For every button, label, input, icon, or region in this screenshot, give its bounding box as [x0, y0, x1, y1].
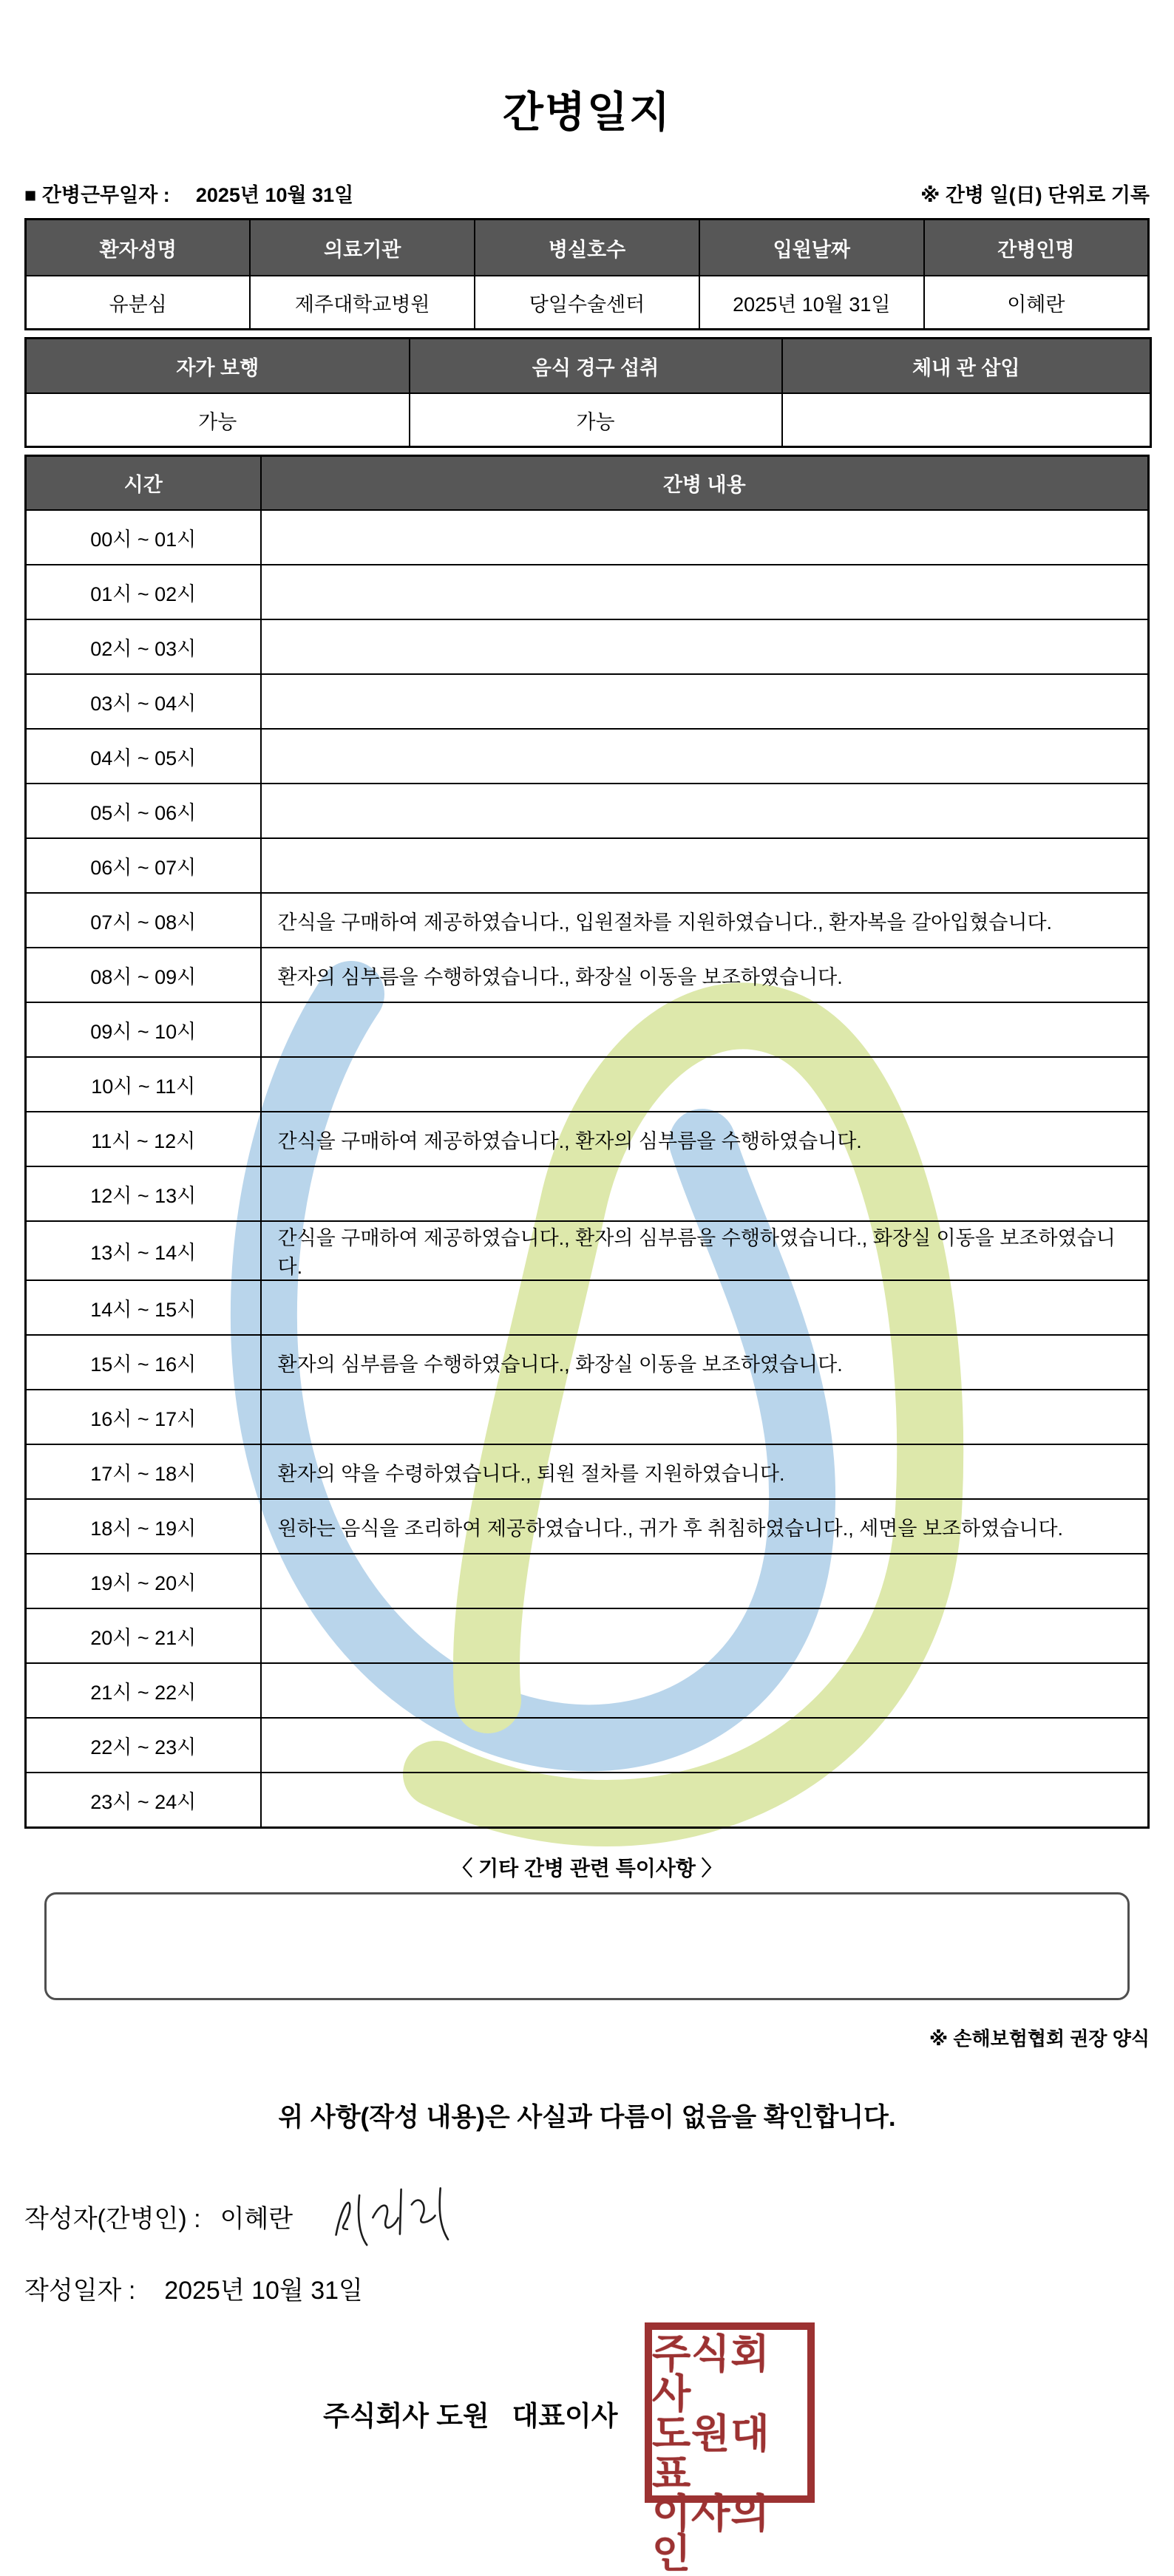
work-date-line — [24, 179, 353, 208]
written-date-line — [24, 2270, 1174, 2306]
oral-intake-value: 가능 — [410, 393, 782, 447]
time-cell: 10시 ~ 11시 — [26, 1057, 261, 1112]
patient-info-value-row — [26, 276, 1149, 330]
care-content-cell — [261, 729, 1149, 784]
time-log-row — [26, 510, 1149, 565]
page-title: 간병일지 — [502, 89, 672, 136]
status-header-row — [26, 339, 1151, 394]
time-log-row — [26, 784, 1149, 838]
time-log-row — [26, 1718, 1149, 1773]
col-header-patient-name: 환자성명 — [26, 220, 251, 276]
writer-line — [24, 2181, 1174, 2251]
written-date-label: 작성일자 : — [24, 2277, 136, 2305]
care-content-cell — [261, 619, 1149, 674]
care-content-cell — [261, 1718, 1149, 1773]
time-log-row — [26, 838, 1149, 893]
time-cell: 23시 ~ 24시 — [26, 1773, 261, 1828]
self-walking-value: 가능 — [26, 393, 410, 447]
time-cell: 17시 ~ 18시 — [26, 1444, 261, 1499]
admission-date-value: 2025년 10월 31일 — [699, 276, 924, 330]
care-content-cell — [261, 784, 1149, 838]
care-content-cell — [261, 1166, 1149, 1221]
care-content-cell: 간식을 구매하여 제공하였습니다., 입원절차를 지원하였습니다., 환자복을 갈아입혔습니다. — [261, 893, 1149, 948]
time-cell: 12시 ~ 13시 — [26, 1166, 261, 1221]
confirmation-statement: 위 사항(작성 내용)은 사실과 다름이 없음을 확인합니다. — [278, 2103, 896, 2132]
care-content-cell: 환자의 심부름을 수행하였습니다., 화장실 이동을 보조하였습니다. — [261, 948, 1149, 1002]
col-header-medical-institution: 의료기관 — [250, 220, 475, 276]
time-log-row — [26, 1112, 1149, 1166]
care-content-cell: 원하는 음식을 조리하여 제공하였습니다., 귀가 후 취침하였습니다., 세면을 보조하였습니다. — [261, 1499, 1149, 1554]
time-cell: 06시 ~ 07시 — [26, 838, 261, 893]
special-notes-box — [44, 1892, 1130, 2000]
patient-info-table — [24, 218, 1150, 330]
time-log-row — [26, 948, 1149, 1002]
writer-label: 작성자(간병인) : — [24, 2204, 201, 2233]
col-header-room-number: 병실호수 — [475, 220, 699, 276]
care-content-cell: 간식을 구매하여 제공하였습니다., 환자의 심부름을 수행하였습니다. — [261, 1112, 1149, 1166]
time-log-table — [24, 455, 1150, 1829]
writer-name: 이혜란 — [220, 2204, 294, 2233]
col-header-care-content: 간병 내용 — [261, 456, 1149, 511]
time-cell: 21시 ~ 22시 — [26, 1663, 261, 1718]
seal-line-2: 도원대표 — [652, 2412, 770, 2496]
care-content-cell — [261, 1608, 1149, 1663]
time-cell: 01시 ~ 02시 — [26, 565, 261, 619]
time-log-row — [26, 1663, 1149, 1718]
medical-institution-value: 제주대학교병원 — [250, 276, 475, 330]
col-header-self-walking: 자가 보행 — [26, 339, 410, 394]
care-content-cell — [261, 1057, 1149, 1112]
time-log-row — [26, 674, 1149, 729]
time-cell: 08시 ~ 09시 — [26, 948, 261, 1002]
handwritten-signature — [321, 2177, 472, 2251]
care-content-cell — [261, 674, 1149, 729]
tube-insertion-value — [782, 393, 1151, 447]
time-cell: 05시 ~ 06시 — [26, 784, 261, 838]
time-cell: 19시 ~ 20시 — [26, 1554, 261, 1608]
patient-info-header-row — [26, 220, 1149, 276]
time-log-row — [26, 1221, 1149, 1280]
care-content-cell — [261, 1554, 1149, 1608]
company-seal-row — [0, 2322, 1174, 2576]
time-cell: 00시 ~ 01시 — [26, 510, 261, 565]
caregiver-name-value: 이혜란 — [924, 276, 1149, 330]
time-log-row — [26, 1773, 1149, 1828]
time-log-row — [26, 1554, 1149, 1608]
corporate-seal-stamp — [645, 2322, 815, 2576]
time-cell: 11시 ~ 12시 — [26, 1112, 261, 1166]
work-date-value: 2025년 10월 31일 — [195, 184, 354, 206]
time-cell: 18시 ~ 19시 — [26, 1499, 261, 1554]
time-log-row — [26, 1057, 1149, 1112]
time-log-row — [26, 619, 1149, 674]
col-header-oral-intake: 음식 경구 섭취 — [410, 339, 782, 394]
col-header-admission-date: 입원날짜 — [699, 220, 924, 276]
time-log-body — [26, 510, 1149, 1828]
care-content-cell — [261, 1663, 1149, 1718]
status-value-row — [26, 393, 1151, 447]
time-log-row — [26, 1444, 1149, 1499]
care-content-cell — [261, 838, 1149, 893]
meta-row — [24, 179, 1150, 208]
company-ceo-line: 주식회사 도원 대표이사 — [323, 2401, 618, 2431]
time-log-row — [26, 1608, 1149, 1663]
time-cell: 13시 ~ 14시 — [26, 1221, 261, 1280]
work-date-label: ■ 간병근무일자 : — [24, 184, 170, 206]
care-content-cell — [261, 1773, 1149, 1828]
time-cell: 15시 ~ 16시 — [26, 1335, 261, 1390]
time-log-row — [26, 1002, 1149, 1057]
patient-name-value: 유분심 — [26, 276, 251, 330]
time-cell: 07시 ~ 08시 — [26, 893, 261, 948]
care-content-cell — [261, 510, 1149, 565]
col-header-caregiver-name: 간병인명 — [924, 220, 1149, 276]
time-cell: 02시 ~ 03시 — [26, 619, 261, 674]
time-log-row — [26, 1166, 1149, 1221]
time-log-row — [26, 1390, 1149, 1444]
care-content-cell: 간식을 구매하여 제공하였습니다., 환자의 심부름을 수행하였습니다., 화장실 이동을 보조하였습니다. — [261, 1221, 1149, 1280]
time-log-row — [26, 1335, 1149, 1390]
care-content-cell: 환자의 심부름을 수행하였습니다., 화장실 이동을 보조하였습니다. — [261, 1335, 1149, 1390]
written-date-value: 2025년 10월 31일 — [164, 2277, 363, 2305]
col-header-tube-insertion: 체내 관 삽입 — [782, 339, 1151, 394]
time-cell: 20시 ~ 21시 — [26, 1608, 261, 1663]
time-cell: 09시 ~ 10시 — [26, 1002, 261, 1057]
time-cell: 04시 ~ 05시 — [26, 729, 261, 784]
time-log-header-row — [26, 456, 1149, 511]
col-header-time: 시간 — [26, 456, 261, 511]
care-content-cell: 환자의 약을 수령하였습니다., 퇴원 절차를 지원하였습니다. — [261, 1444, 1149, 1499]
time-cell: 14시 ~ 15시 — [26, 1280, 261, 1335]
time-log-row — [26, 893, 1149, 948]
care-content-cell — [261, 1390, 1149, 1444]
insurance-form-note: ※ 손해보험협회 권장 양식 — [929, 2028, 1150, 2050]
time-log-row — [26, 1280, 1149, 1335]
time-cell: 03시 ~ 04시 — [26, 674, 261, 729]
care-content-cell — [261, 1280, 1149, 1335]
room-number-value: 당일수술센터 — [475, 276, 699, 330]
care-content-cell — [261, 565, 1149, 619]
care-content-cell — [261, 1002, 1149, 1057]
special-notes-label: 〈 기타 간병 관련 특이사항 〉 — [452, 1857, 722, 1880]
record-unit-note: ※ 간병 일(日) 단위로 기록 — [920, 184, 1150, 206]
time-cell: 16시 ~ 17시 — [26, 1390, 261, 1444]
seal-line-1: 주식회사 — [652, 2332, 770, 2416]
time-log-row — [26, 565, 1149, 619]
time-log-row — [26, 729, 1149, 784]
seal-line-3: 이사의인 — [652, 2492, 770, 2576]
patient-status-table — [24, 337, 1152, 448]
time-cell: 22시 ~ 23시 — [26, 1718, 261, 1773]
time-log-row — [26, 1499, 1149, 1554]
